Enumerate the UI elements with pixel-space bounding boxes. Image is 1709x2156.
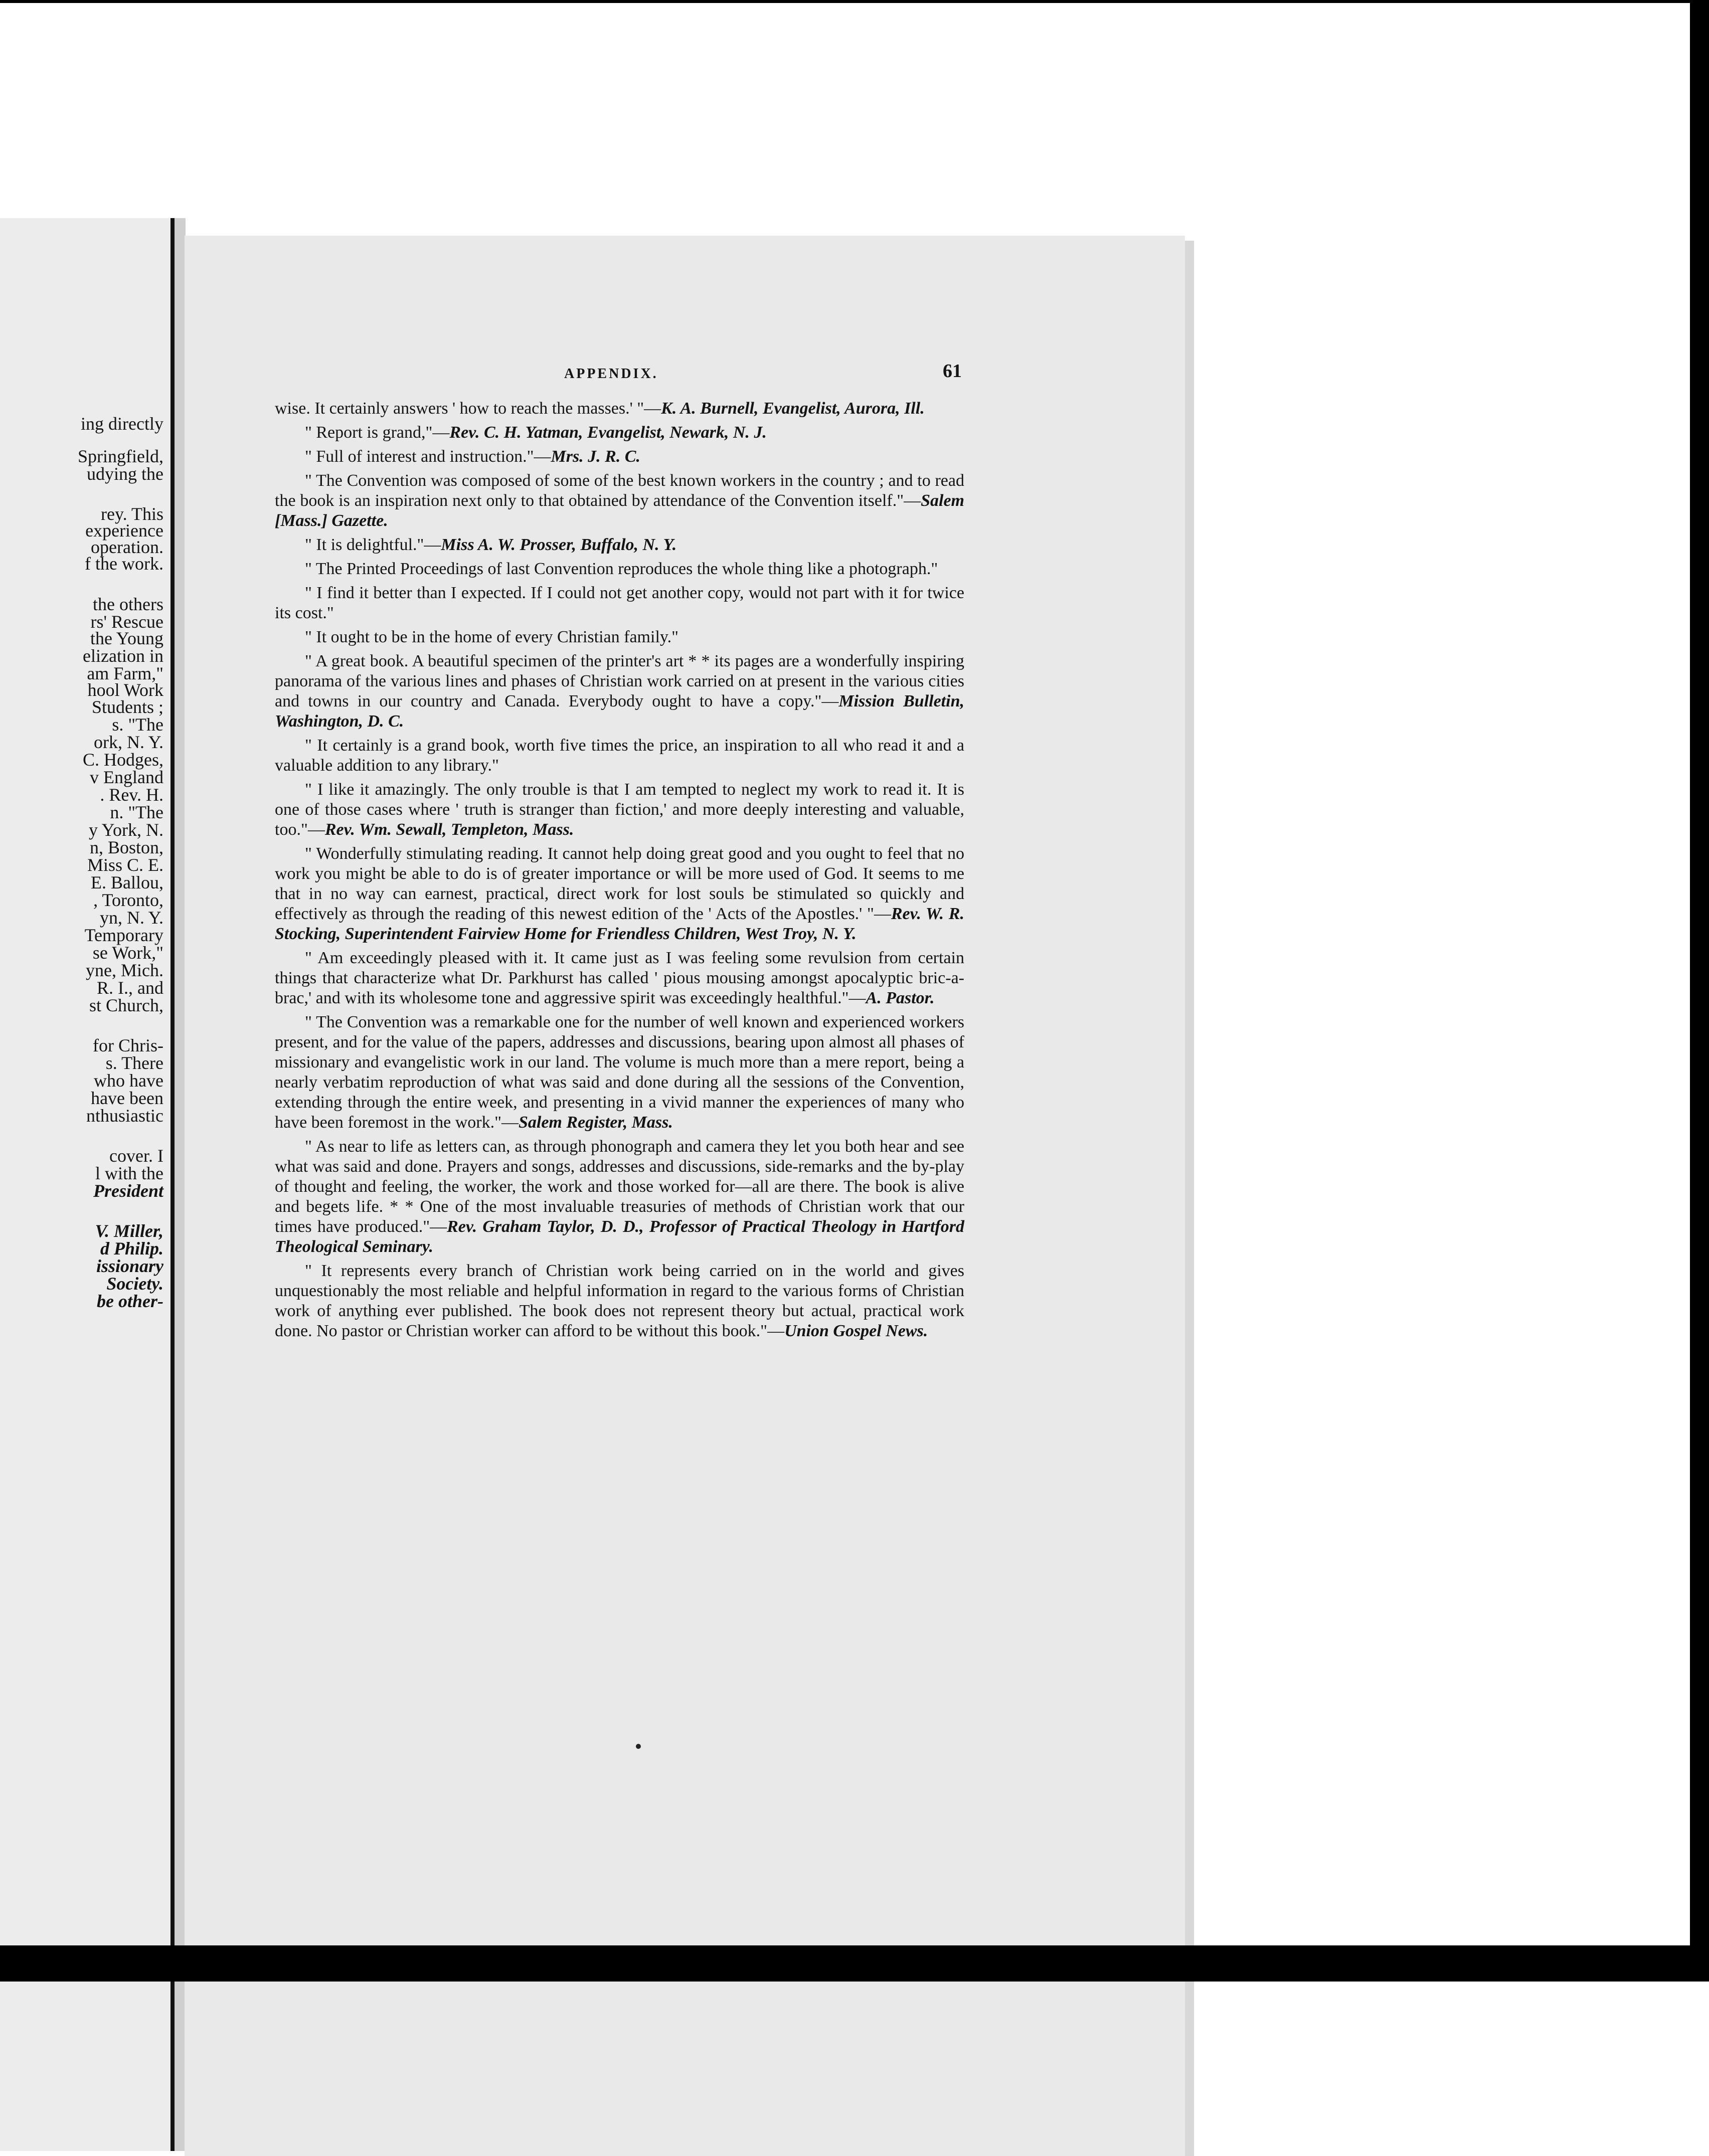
left-page-line: hool Work — [87, 680, 163, 700]
left-page-line: R. I., and — [97, 978, 163, 998]
testimonial-paragraph — [275, 844, 964, 944]
testimonial-paragraph — [275, 948, 964, 1008]
book-spine — [170, 218, 175, 2151]
left-page — [0, 218, 177, 2151]
left-page-line: operation. — [91, 537, 163, 557]
testimonial-text: " It certainly is a grand book, worth five times the price, an inspiration to all who read it and a valuable addition to any library." — [275, 736, 964, 775]
testimonial-attribution: Salem [Mass.] Gazette. — [275, 491, 964, 530]
testimonial-paragraph — [275, 423, 964, 443]
running-head: APPENDIX. — [564, 366, 658, 382]
scan-frame-bottom — [0, 1945, 1709, 1982]
left-page-line: Society. — [106, 1274, 163, 1294]
left-page-line: ork, N. Y. — [93, 732, 163, 752]
testimonial-paragraph — [275, 559, 964, 579]
testimonial-text: " The Convention was composed of some of the best known workers in the country ; and to read the book is an inspiration next only to that obtained by attendance of the Convention itself."— — [275, 471, 964, 510]
testimonial-paragraph — [275, 447, 964, 467]
testimonial-attribution: A. Pastor. — [866, 989, 935, 1007]
page-gutter — [175, 218, 186, 2151]
left-page-line: President — [93, 1181, 163, 1201]
testimonial-text: " The Convention was a remarkable one for the number of well known and experienced workers present, and for the value of the papers, addresses and discussions, bearing upon almost all phases of missionary and evangelistic work in our land. The volume is much more than a mere report, being a nearly verbatim reproduction of what was said and done during all the sessions of the Convention, extending through the entire week, and presenting in a vivid manner the experiences of many who have been foremost in the work."— — [275, 1013, 964, 1132]
left-page-line: Miss C. E. — [87, 855, 163, 875]
testimonial-attribution: Mrs. J. R. C. — [551, 447, 641, 466]
left-page-line: n. "The — [110, 802, 163, 822]
testimonial-text: " Full of interest and instruction."— — [305, 447, 551, 466]
testimonial-paragraph — [275, 583, 964, 623]
page-body — [275, 399, 964, 1345]
left-page-line: yne, Mich. — [86, 960, 163, 980]
testimonial-attribution: Rev. Wm. Sewall, Templeton, Mass. — [324, 820, 574, 839]
scan-frame-right — [1690, 0, 1709, 1982]
testimonial-paragraph — [275, 535, 964, 555]
left-page-line: s. "The — [112, 714, 163, 735]
left-page-line: n, Boston, — [89, 837, 163, 857]
left-page-line: rey. This — [101, 504, 163, 524]
left-page-line: am Farm," — [87, 663, 163, 683]
testimonial-text: " A great book. A beautiful specimen of the printer's art * * its pages are a wonderfully inspiring panorama of the various lines and phases of Christian work carried on at present in the various cities and towns in our country and Canada. Everybody ought to have a copy."— — [275, 652, 964, 710]
testimonial-text: " I like it amazingly. The only trouble is that I am tempted to neglect my work to read it. It is one of those cases where ' truth is stranger than fiction,' and more deeply interesting and valuable, too."— — [275, 780, 964, 839]
testimonial-attribution: Mission Bulletin, Washington, D. C. — [275, 692, 964, 731]
left-page-line: be other- — [97, 1291, 163, 1311]
testimonial-attribution: Rev. Graham Taylor, D. D., Professor of Practical Theology in Hartford Theological Seminary. — [275, 1217, 964, 1256]
testimonial-text: " It ought to be in the home of every Christian family." — [305, 628, 679, 646]
testimonial-text: " Wonderfully stimulating reading. It cannot help doing great good and you ought to feel that no work you might be able to do is of greater importance or will be more used of God. It seems to me that in no way can earnest, practical, direct work for lost souls be stimulated so quickly and effectively as through the reading of this newest edition of the ' Acts of the Apostles.' "— — [275, 844, 964, 923]
testimonial-text: " It is delightful."— — [305, 535, 441, 554]
left-page-line: elization in — [83, 646, 163, 666]
ink-dot — [636, 1744, 641, 1749]
left-page-line: the others — [93, 594, 163, 614]
left-page-line: s. There — [105, 1053, 163, 1073]
left-page-line: C. Hodges, — [83, 750, 163, 770]
testimonial-attribution: Salem Register, Mass. — [518, 1113, 673, 1132]
left-page-line: V. Miller, — [95, 1221, 163, 1241]
testimonial-paragraph — [275, 736, 964, 776]
left-page-line: Springfield, — [78, 446, 163, 466]
left-page-line: nthusiastic — [86, 1106, 163, 1126]
left-page-line: se Work," — [92, 943, 163, 963]
testimonial-attribution: Miss A. W. Prosser, Buffalo, N. Y. — [441, 535, 677, 554]
left-page-line: , Toronto, — [93, 890, 163, 910]
testimonial-text: wise. It certainly answers ' how to reach the masses.' "— — [275, 399, 661, 418]
testimonial-attribution: Rev. C. H. Yatman, Evangelist, Newark, N. J. — [449, 423, 767, 442]
testimonial-paragraph — [275, 1137, 964, 1257]
scan-frame-top — [0, 0, 1690, 3]
testimonial-text: " I find it better than I expected. If I could not get another copy, would not part with it for twice its cost." — [275, 584, 964, 622]
testimonial-paragraph — [275, 627, 964, 647]
testimonial-attribution: K. A. Burnell, Evangelist, Aurora, Ill. — [661, 399, 925, 418]
testimonial-text: " It represents every branch of Christian work being carried on in the world and gives unquestionably the most reliable and helpful information in regard to the various forms of Christian work of anything ever published. The book does not represent theory but actual, practical work done. No pastor or Christian worker can afford to be without this book."— — [275, 1262, 964, 1340]
testimonial-paragraph — [275, 1261, 964, 1341]
testimonial-text: " As near to life as letters can, as through phonograph and camera they let you both hear and see what was said and done. Prayers and songs, addresses and discussions, side-remarks and the by-play of thought and feeling, the worker, the work and those worked for—all are there. The book is alive and begets life. * * One of the most invaluable treasuries of methods of Christian work that our times have produced."— — [275, 1137, 964, 1236]
testimonial-attribution: Rev. W. R. Stocking, Superintendent Fairview Home for Friendless Children, West Troy, N. Y. — [275, 905, 964, 943]
left-page-line: the Young — [90, 628, 163, 648]
testimonial-paragraph — [275, 651, 964, 732]
left-page-line: Students ; — [91, 697, 163, 717]
left-page-line: f the work. — [85, 554, 163, 574]
left-page-line: ing directly — [81, 414, 163, 434]
testimonial-paragraph — [275, 1012, 964, 1133]
left-page-line: rs' Rescue — [90, 612, 163, 632]
left-page-line: cover. I — [109, 1146, 163, 1166]
testimonial-text: " The Printed Proceedings of last Convention reproduces the whole thing like a photograph." — [305, 560, 938, 578]
left-page-line: . Rev. H. — [100, 785, 163, 805]
testimonial-text: " Am exceedingly pleased with it. It came just as I was feeling some revulsion from certain things that characterize what Dr. Parkhurst has called ' pious mousing amongst apocalyptic bric-a-brac,' and with its wholesome tone and aggressive spirit was exceedingly healthful."— — [275, 949, 964, 1007]
left-page-line: have been — [91, 1088, 163, 1108]
testimonial-text: " Report is grand,"— — [305, 423, 450, 442]
page-number: 61 — [943, 361, 962, 382]
left-page-line: d Philip. — [100, 1238, 163, 1259]
left-page-line: y York, N. — [88, 820, 163, 840]
left-page-line: yn, N. Y. — [99, 908, 163, 928]
left-page-line: experience — [85, 520, 163, 541]
left-page-line: issionary — [96, 1256, 163, 1276]
left-page-line: st Church, — [89, 995, 163, 1015]
left-page-line: E. Ballou, — [91, 872, 163, 892]
testimonial-attribution: Union Gospel News. — [784, 1322, 928, 1340]
left-page-line: udying the — [87, 464, 163, 484]
left-page-line: who have — [94, 1070, 163, 1091]
testimonial-paragraph — [275, 780, 964, 840]
left-page-line: Temporary — [84, 925, 163, 945]
left-page-line: for Chris- — [93, 1035, 163, 1055]
left-page-line: v England — [90, 767, 163, 787]
testimonial-paragraph — [275, 399, 964, 419]
left-page-line: l with the — [95, 1163, 163, 1183]
testimonial-paragraph — [275, 471, 964, 531]
